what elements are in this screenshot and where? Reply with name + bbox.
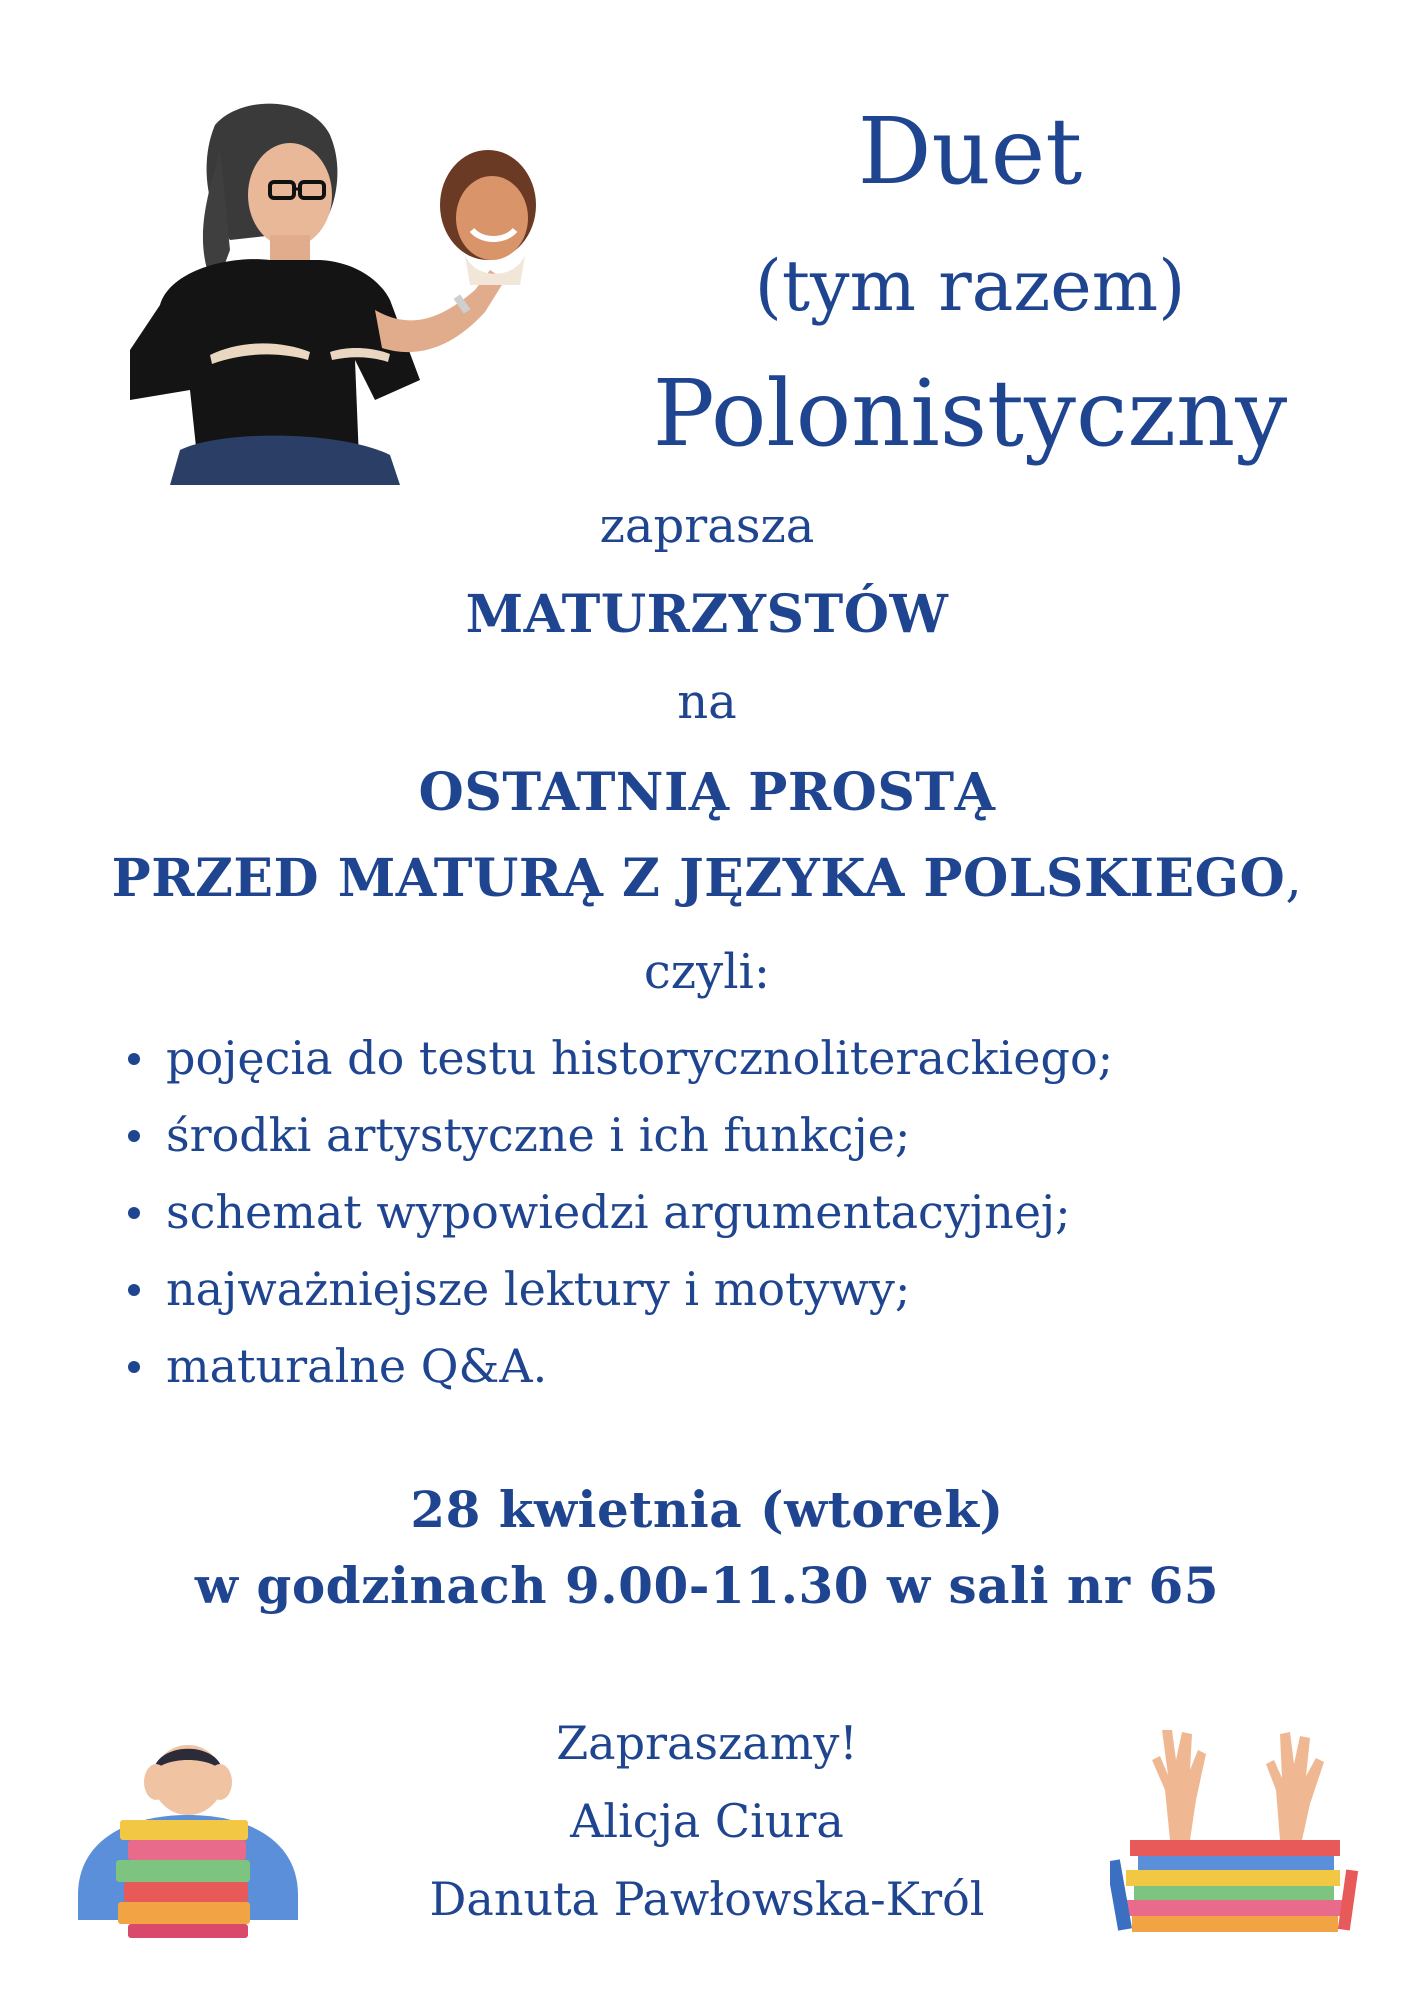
invite-czyli: czyli:	[643, 944, 771, 1000]
signature-greeting: Zapraszamy!	[556, 1716, 858, 1770]
signature-name-2: Danuta Pawłowska-Król	[429, 1872, 985, 1926]
teacher-photo	[120, 90, 570, 500]
event-title-line-1: OSTATNIĄ PROSTĄ	[418, 762, 996, 823]
list-item: pojęcia do testu historycznoliterackiego;	[128, 1020, 1113, 1097]
event-title-comma: ,	[1285, 849, 1303, 909]
event-title-line-2-text: PRZED MATURĄ Z JĘZYKA POLSKIEGO	[111, 848, 1286, 909]
invite-zaprasza-text: zaprasza	[599, 498, 815, 554]
signature-name-1: Alicja Ciura	[570, 1794, 844, 1848]
topics-list	[128, 1020, 1113, 1405]
bullet-icon	[128, 1284, 140, 1296]
bullet-icon	[128, 1130, 140, 1142]
title-line-1: Duet	[857, 98, 1083, 205]
bullet-icon	[128, 1053, 140, 1065]
list-item: środki artystyczne i ich funkcje;	[128, 1097, 1113, 1174]
list-item: schemat wypowiedzi argumentacyjnej;	[128, 1174, 1113, 1251]
event-title-line-2	[0, 848, 1414, 909]
bullet-icon	[128, 1207, 140, 1219]
raised-hands-books-illustration	[1110, 1720, 1360, 1940]
bullet-icon	[128, 1361, 140, 1373]
student-with-books-illustration	[68, 1720, 308, 1940]
list-item: najważniejsze lektury i motywy;	[128, 1251, 1113, 1328]
invite-audience: MATURZYSTÓW	[465, 584, 949, 645]
invite-na: na	[677, 674, 737, 730]
title-line-3: Polonistyczny	[652, 360, 1288, 467]
list-item: maturalne Q&A.	[128, 1328, 1113, 1405]
invite-zaprasza	[0, 498, 1414, 554]
event-time-place: w godzinach 9.00-11.30 w sali nr 65	[194, 1556, 1220, 1615]
title-line-2: (tym razem)	[754, 245, 1186, 327]
event-date: 28 kwietnia (wtorek)	[410, 1480, 1004, 1539]
